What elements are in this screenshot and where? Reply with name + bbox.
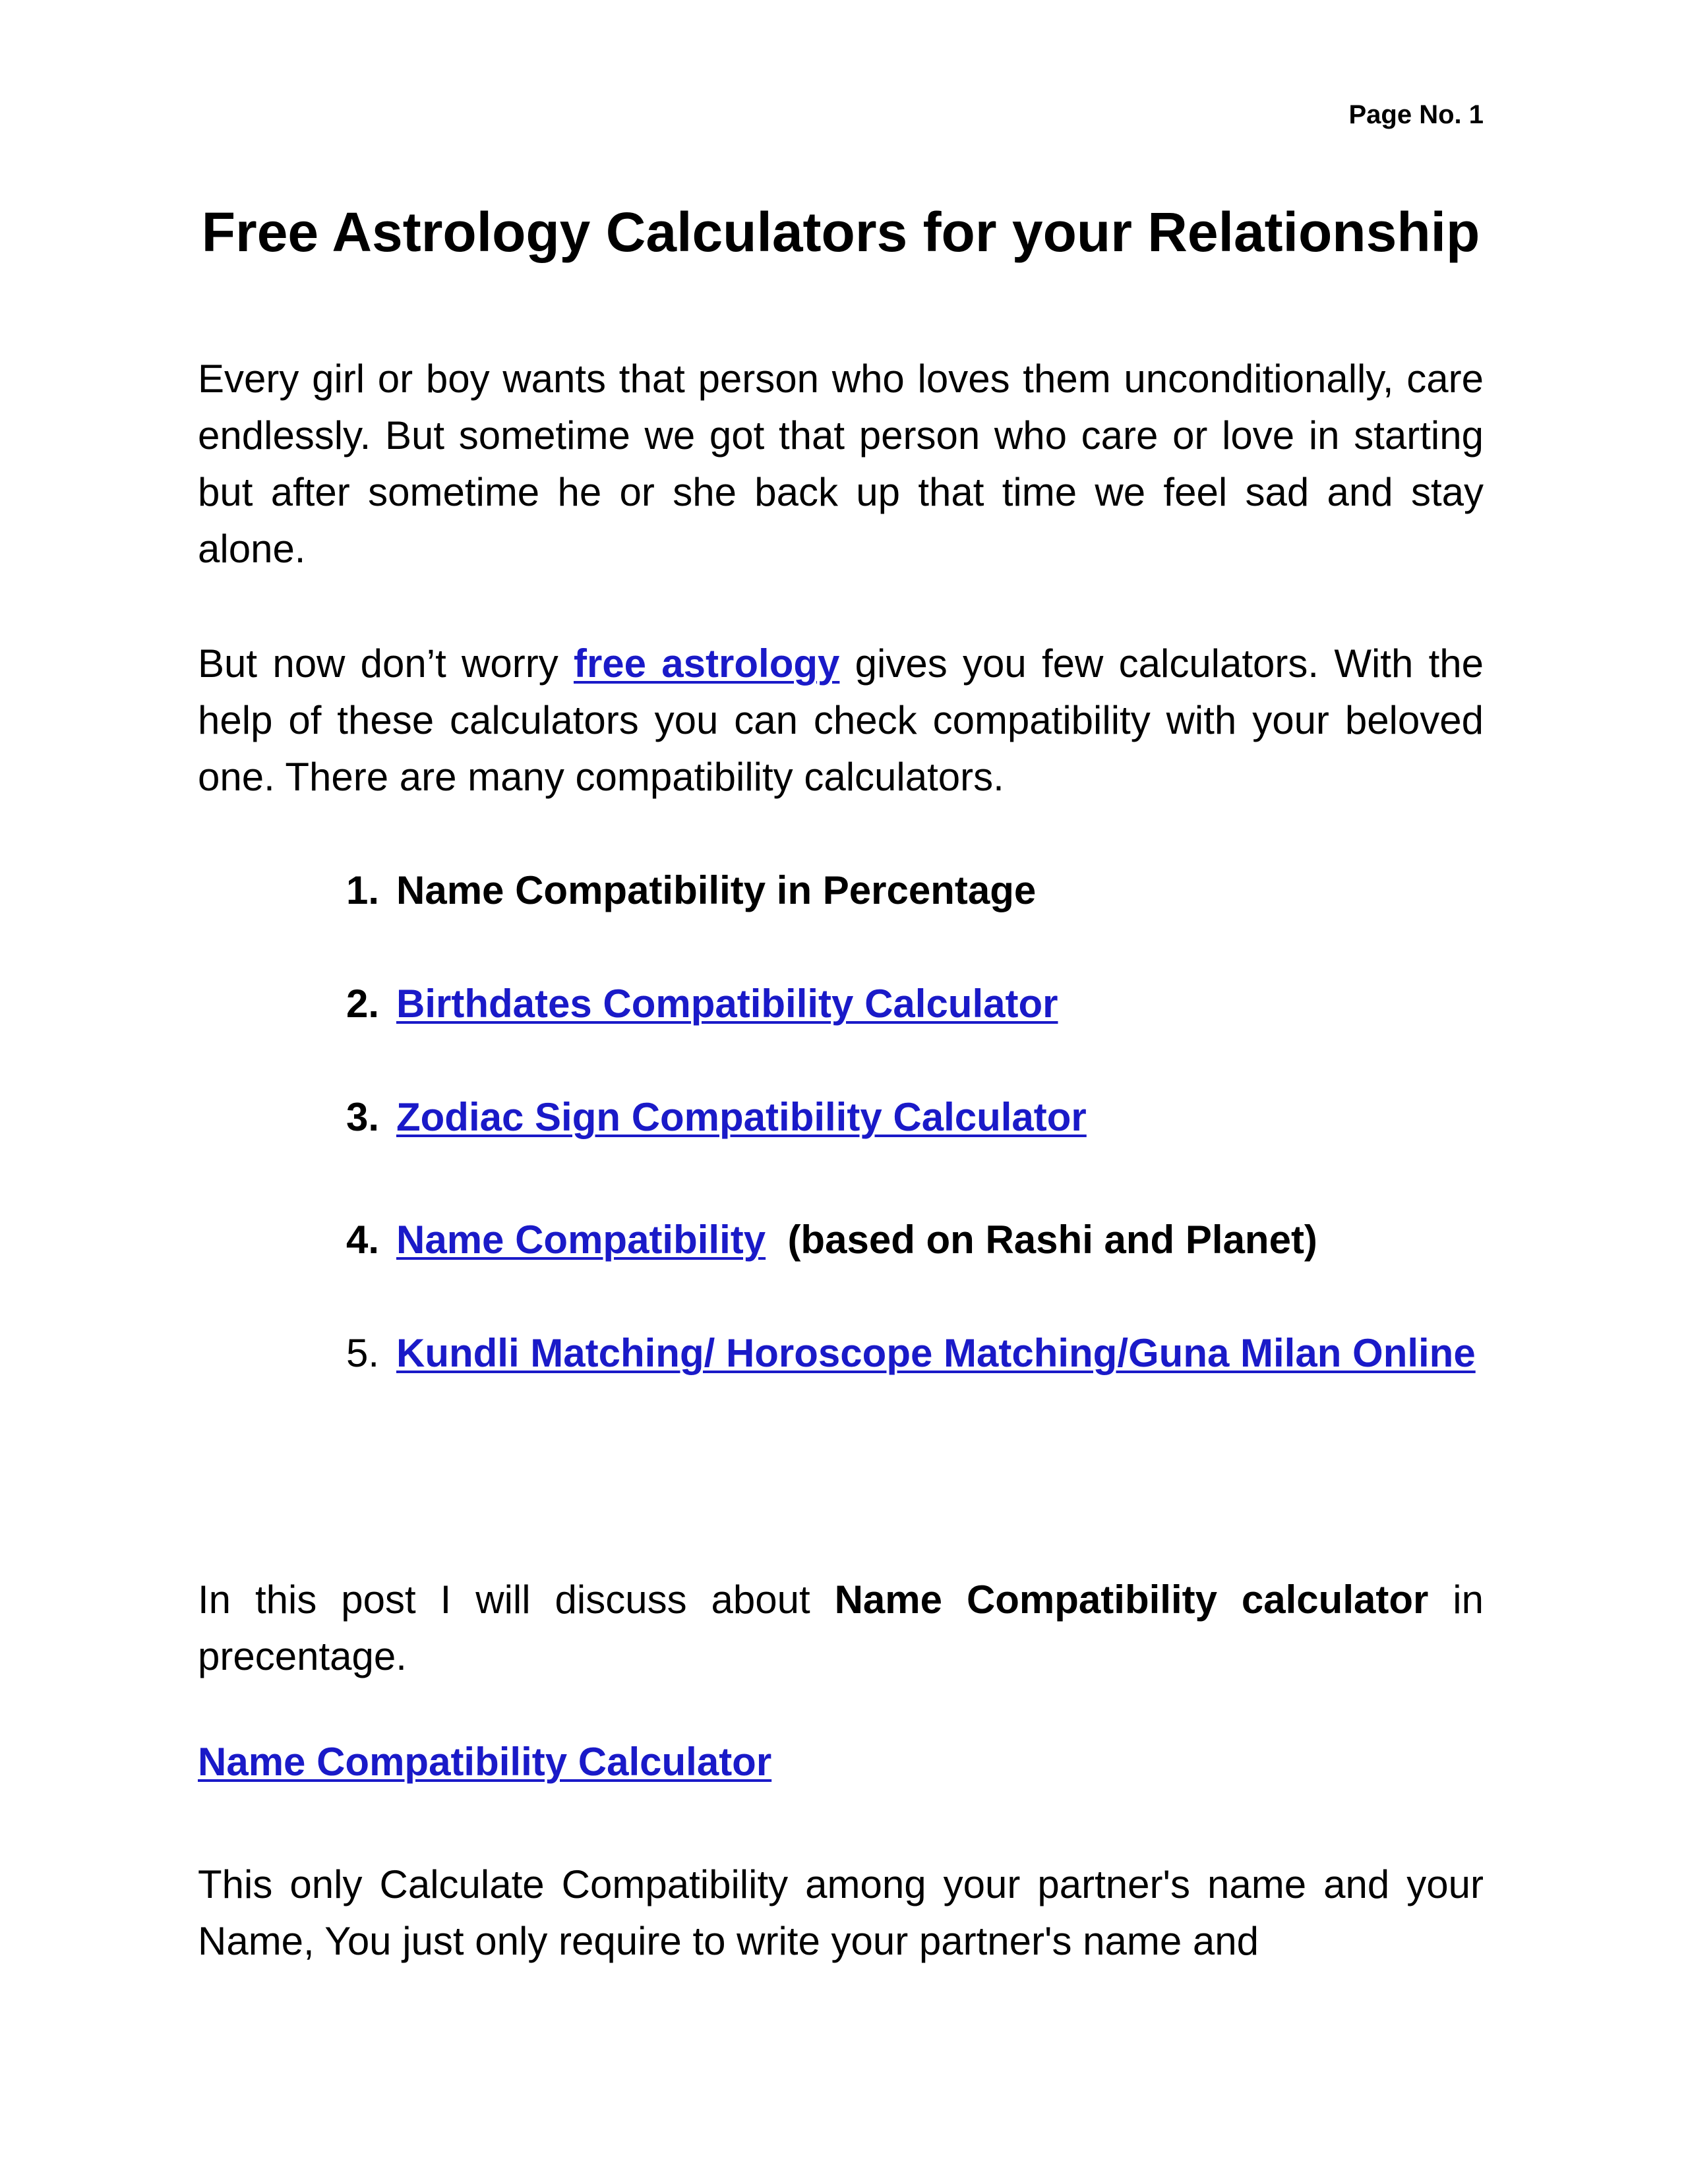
name-compatibility-link[interactable]: Name Compatibility	[396, 1218, 766, 1262]
list-item	[346, 1212, 1484, 1268]
kundli-matching-link[interactable]: Kundli Matching/ Horoscope Matching/Guna Milan Online	[396, 1331, 1476, 1375]
free-astrology-link[interactable]: free astrology	[573, 641, 840, 686]
calculators-paragraph-lead: But now don’t worry	[198, 641, 574, 686]
list-item-suffix: (based on Rashi and Planet)	[766, 1218, 1317, 1262]
page-number: Page No. 1	[1348, 100, 1484, 129]
zodiac-sign-compatibility-link[interactable]: Zodiac Sign Compatibility Calculator	[396, 1095, 1087, 1139]
list-item-text: Name Compatibility in Percentage	[396, 868, 1037, 912]
post-intro-lead: In this post I will discuss about	[198, 1578, 835, 1622]
list-number: 4.	[346, 1218, 380, 1262]
intro-paragraph: Every girl or boy wants that person who loves them unconditionally, care endlessly. But sometime we got that person who care or love in starting but after sometime he or she back up that time we feel sad and stay alone.	[198, 357, 1484, 571]
description-paragraph: This only Calculate Compatibility among your partner's name and your Name, You just only require to write your partner's name and	[198, 1862, 1484, 1963]
list-item	[346, 976, 1484, 1032]
name-compatibility-calculator-link[interactable]: Name Compatibility Calculator	[198, 1740, 772, 1784]
list-number: 5.	[346, 1331, 380, 1375]
document-page	[198, 0, 1484, 2184]
page-title: Free Astrology Calculators for your Relationship	[201, 201, 1480, 263]
calculators-paragraph-rest: gives you few calculators. With the help of these calculators you can check compatibility with your beloved one. There are many compatibility calculators.	[198, 641, 1484, 799]
post-intro-rest: in precentage.	[198, 1578, 1484, 1678]
list-number: 1.	[346, 868, 380, 912]
post-intro-paragraph	[198, 1572, 1484, 1685]
list-number: 3.	[346, 1095, 380, 1139]
post-intro-bold: Name Compatibility calculator	[834, 1578, 1429, 1622]
list-item	[346, 862, 1484, 919]
list-item	[346, 1089, 1484, 1146]
birthdates-compatibility-link[interactable]: Birthdates Compatibility Calculator	[396, 982, 1058, 1026]
calculators-list	[346, 862, 1484, 1382]
section-heading-link-wrapper	[198, 1734, 771, 1790]
list-number: 2.	[346, 982, 380, 1026]
calculators-paragraph	[198, 635, 1484, 806]
list-item	[346, 1325, 1484, 1382]
